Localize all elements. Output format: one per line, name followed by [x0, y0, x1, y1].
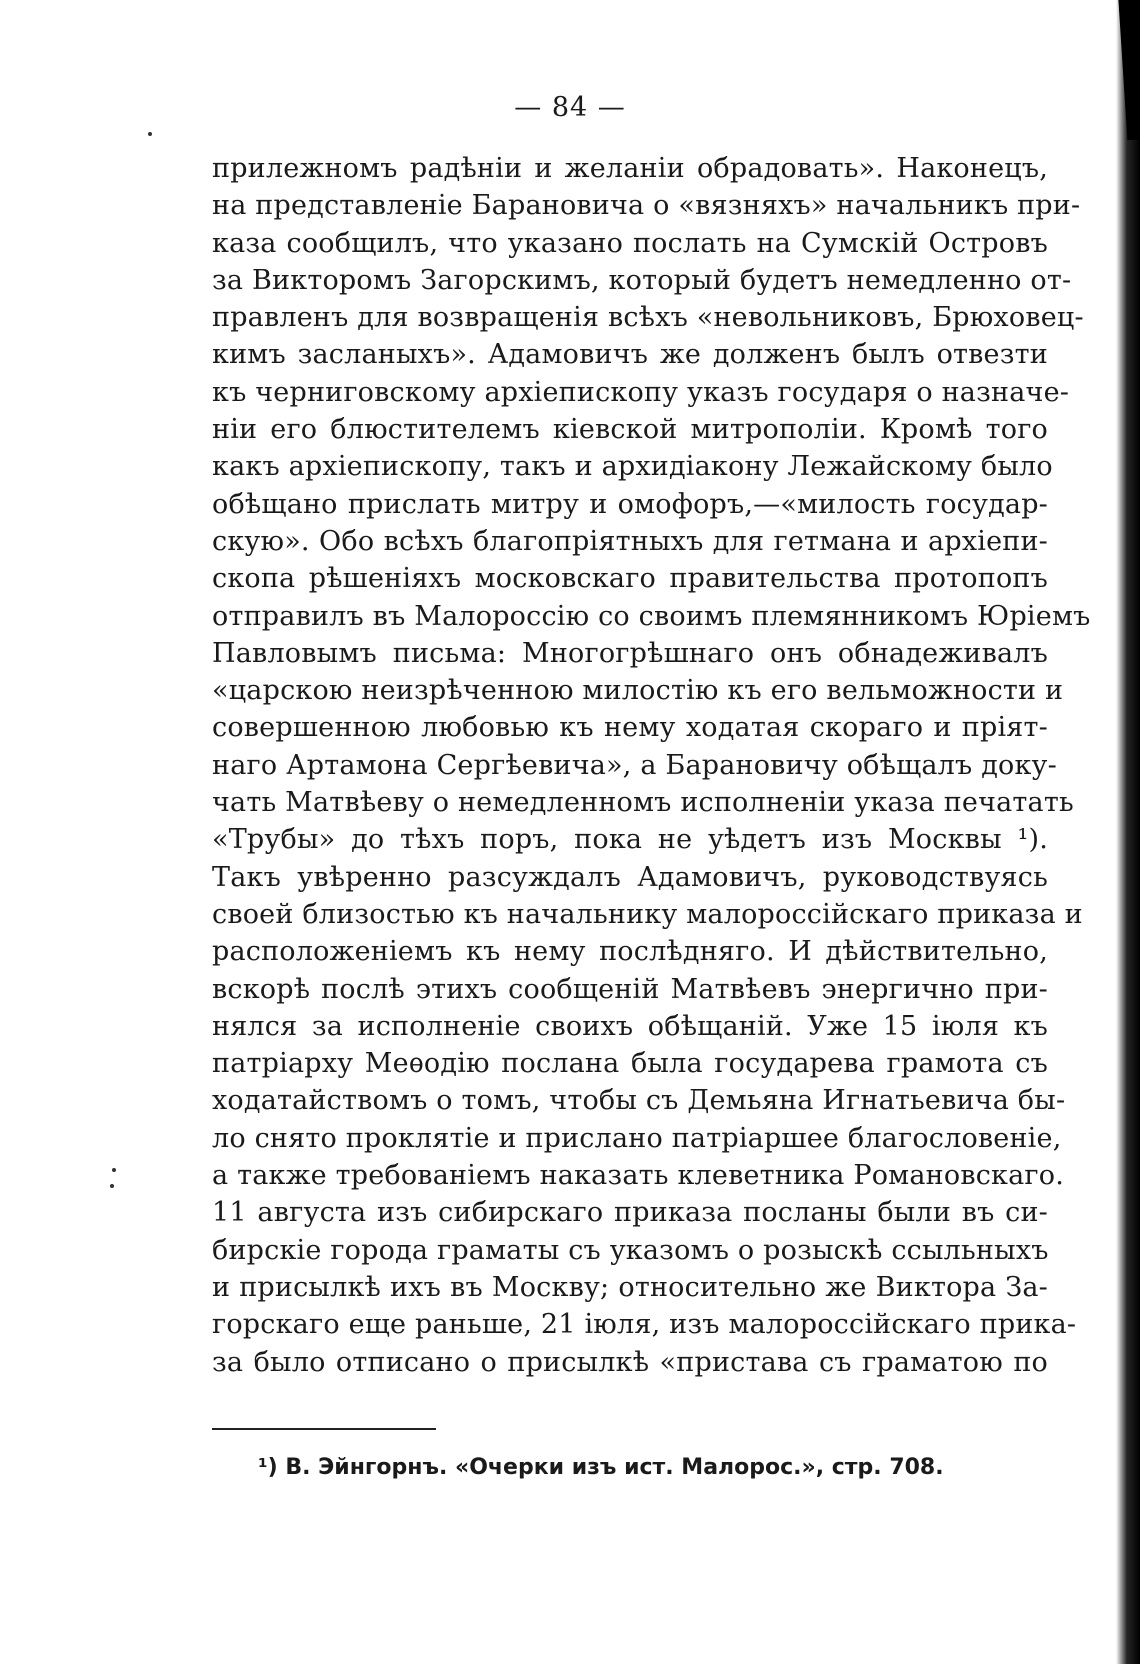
text-line: горскаго еще раньше, 21 іюля, изъ малороссійскаго прика- [212, 1309, 1077, 1341]
text-line: «Трубы» до тѣхъ поръ, пока не уѣдетъ изъ Москвы ¹). [212, 824, 1048, 856]
text-line: Такъ увѣренно разсуждалъ Адамовичъ, руководствуясь [212, 861, 1048, 893]
text-line: расположеніемъ къ нему послѣдняго. И дѣйствительно, [212, 936, 1048, 968]
text-line: чать Матвѣеву о немедленномъ исполненіи указа печатать [212, 787, 1074, 819]
text-line: «царскою неизрѣченною милостію къ его вельможности и [212, 675, 1064, 707]
text-line: каза сообщилъ, что указано послать на Сумскій Островъ [212, 227, 1048, 259]
text-line: вскорѣ послѣ этихъ сообщеній Матвѣевъ энергично при- [212, 973, 1048, 1005]
text-line: правленъ для возвращенія всѣхъ «невольниковъ, Брюховец- [212, 302, 1084, 334]
text-line: кимъ засланыхъ». Адамовичъ же долженъ былъ отвезти [212, 339, 1048, 371]
text-line: Павловымъ письма: Многогрѣшнаго онъ обнадеживалъ [212, 637, 1048, 669]
text-line: за Викторомъ Загорскимъ, который будетъ немедленно от- [212, 264, 1072, 296]
footnote-rule [212, 1428, 436, 1430]
text-line: патріарху Меѳодію послана была государева грамота съ [212, 1048, 1048, 1080]
text-line: обѣщано прислать митру и омофоръ,—«милость государ- [212, 488, 1048, 520]
text-line: скопа рѣшеніяхъ московскаго правительства протопопъ [212, 563, 1048, 595]
text-line: бирскіе города граматы съ указомъ о розыскѣ ссыльныхъ [212, 1234, 1049, 1266]
text-line: къ черниговскому архіепископу указъ государя о назначе- [212, 376, 1070, 408]
text-line: ло снято проклятіе и прислано патріаршее благословеніе, [212, 1122, 1062, 1154]
text-line: совершенною любовью къ нему ходатая скораго и пріят- [212, 712, 1048, 744]
text-line: ходатайствомъ о томъ, чтобы съ Демьяна Игнатьевича бы- [212, 1085, 1066, 1117]
text-line: наго Артамона Сергѣевича», а Барановичу обѣщалъ доку- [212, 749, 1057, 781]
text-line: отправилъ въ Малороссію со своимъ племянникомъ Юріемъ [212, 600, 1091, 632]
scan-speck [112, 1168, 116, 1172]
text-line: своей близостью къ начальнику малороссійскаго приказа и [212, 898, 1083, 930]
text-line: ніи его блюстителемъ кіевской митрополіи. Кромѣ того [212, 414, 1048, 446]
scan-speck [148, 132, 152, 136]
body-text [212, 150, 1091, 1381]
text-line: скую». Обо всѣхъ благопріятныхъ для гетмана и архіепи- [212, 525, 1048, 557]
text-line: нялся за исполненіе своихъ обѣщаній. Уже 15 іюля къ [212, 1010, 1048, 1042]
text-line: какъ архіепископу, такъ и архидіакону Лежайскому было [212, 451, 1053, 483]
text-line: а также требованіемъ наказать клеветника Романовскаго. [212, 1160, 1064, 1192]
text-line: на представленіе Барановича о «вязняхъ» начальникъ при- [212, 190, 1081, 222]
page-number: — 84 — [514, 92, 626, 123]
scan-edge-shadow [1116, 0, 1140, 1664]
text-line: за было отписано о присылкѣ «пристава съ граматою по [212, 1346, 1048, 1378]
footnote: ¹) В. Эйнгорнъ. «Очерки изъ ист. Малорос.», стр. 708. [258, 1455, 944, 1480]
scan-speck [110, 1184, 114, 1188]
text-line: прилежномъ радѣніи и желаніи обрадовать». Наконецъ, [212, 153, 1048, 184]
text-line: 11 августа изъ сибирскаго приказа посланы были въ си- [212, 1197, 1048, 1229]
text-line: и присылкѣ ихъ въ Москву; относительно же Виктора За- [212, 1271, 1048, 1303]
